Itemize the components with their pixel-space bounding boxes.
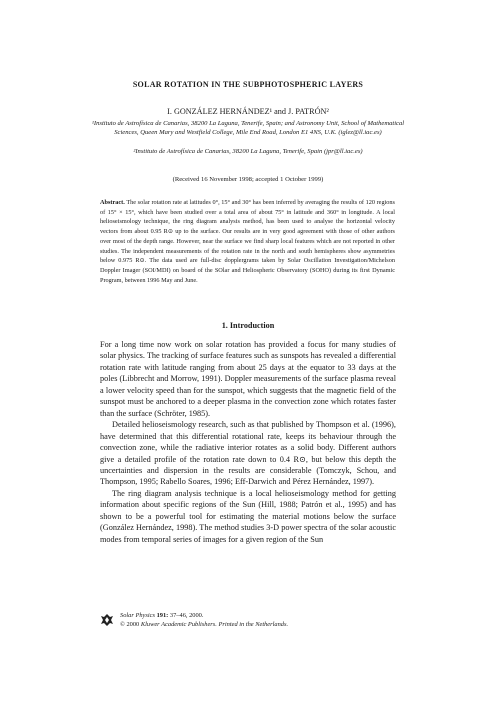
- journal-pages: 37–46, 2000.: [169, 612, 204, 619]
- affiliation-1: ¹Instituto de Astrofísica de Canarias, 38200 La Laguna, Tenerife, Spain; and Astronomy Unit, School of Mathematical Sciences, Queen Mary and Westfield College, Mile End Road, London E1 4NS, U.K. (iglez@ll.iac.es): [91, 120, 405, 137]
- affiliation-2: ²Instituto de Astrofísica de Canarias, 38200 La Laguna, Tenerife, Spain (jpr@ll.iac.es): [133, 148, 363, 155]
- authors-line: I. GONZÁLEZ HERNÁNDEZ¹ and J. PATRÓN²: [167, 107, 329, 116]
- abstract-block: [100, 198, 395, 285]
- journal-volume: 191:: [156, 612, 169, 619]
- footer-text: [120, 612, 288, 630]
- paragraph-3: The ring diagram analysis technique is a local helioseismology method for getting information about specific regions of the Sun (Hill, 1988; Patrón et al., 1995) and has shown to be a powerful tool for estimating the material motions below the surface (González Hernández, 1998). The method studies 3-D power spectra of the solar acoustic modes from temporal series of images for a given region of the Sun: [100, 488, 396, 544]
- body-text: [100, 339, 396, 545]
- paragraph-1: For a long time now work on solar rotation has provided a focus for many studies of solar physics. The tracking of surface features such as sunspots has revealed a differential rotation rate with latitude ranging from about 25 days at the equator to 33 days at the poles (Libbrecht and Morrow, 1991). Doppler measurements of the surface plasma reveal a lower velocity speed than for the sunspot, which suggests that the magnetic field of the sunspot must be anchored to a deeper plasma in the convection zone which rotates faster than the surface (Schröter, 1985).: [100, 340, 396, 418]
- publisher: Kluwer Academic Publishers.: [140, 620, 217, 628]
- section-heading: 1. Introduction: [221, 321, 275, 330]
- abstract-label: Abstract.: [100, 199, 125, 206]
- journal-footer: [100, 612, 400, 642]
- paragraph-2: Detailed helioseismology research, such as that published by Thompson et al. (1996), have determined that this differential rotational rate, keeps its behaviour through the convection zone, while the radiative interior rotates as a solid body. Different authors give a detailed profile of the rotation rate down to 0.4 R⊙, but below this depth the uncertainties and dispersion in the results are considerable (Tomczyk, Schou, and Thompson, 1995; Rabello Soares, 1996; Eff-Darwich and Pérez Hernández, 1997).: [100, 420, 396, 487]
- received-dates: (Received 16 November 1998; accepted 1 October 1999): [172, 176, 324, 183]
- copyright: © 2000: [120, 620, 140, 628]
- printed-in: Printed in the Netherlands.: [218, 620, 289, 628]
- journal-name: Solar Physics: [120, 612, 155, 619]
- paper-title: SOLAR ROTATION IN THE SUBPHOTOSPHERIC LAYERS: [132, 80, 364, 89]
- publisher-logo-icon: [100, 613, 114, 627]
- abstract-text: The solar rotation rate at latitudes 0°, 15° and 30° has been inferred by averaging the results of 120 regions of 15° × 15°, which have been studied over a total area of about 75° in latitude and 360° in longitude. A local helioseismology technique, the ring diagram analysis method, has been used to analyse the horizontal velocity vectors from about 0.95 R⊙ up to the surface. Our results are in very good agreement with those of other authors over most of the depth range. However, near the surface we find sharp local features which are not reported in other studies. The independent measurements of the rotation rate in the north and south hemispheres show asymmetries below 0.975 R⊙. The data used are full-disc dopplergrams taken by Solar Oscillation Investigation/Michelson Doppler Imager (SOI/MDI) on board of the SOlar and Heliospheric Observatory (SOHO) during its first Dynamic Program, between 1996 May and June.: [100, 199, 395, 284]
